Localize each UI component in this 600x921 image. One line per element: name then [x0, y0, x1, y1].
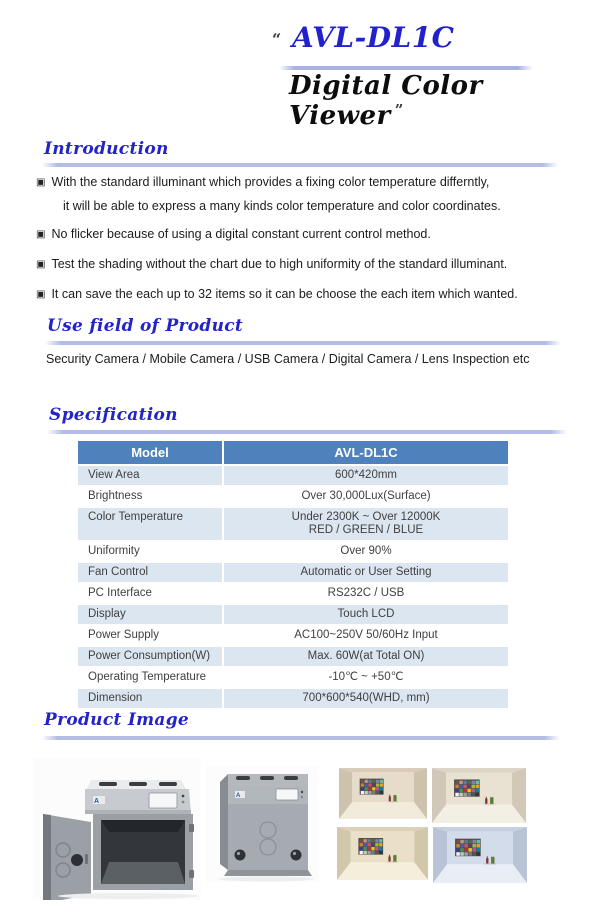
section-title-specification: Specification	[49, 405, 178, 425]
row-label: Fan Control	[78, 563, 224, 582]
svg-text:A: A	[94, 798, 100, 805]
page-title-model: AVL-DL1C	[292, 21, 455, 54]
list-item	[36, 253, 586, 277]
section-divider	[42, 736, 560, 740]
table-header-model: Model	[78, 441, 224, 464]
bullet-text: It can save the each up to 32 items so it can be choose the each item which wanted.	[51, 287, 518, 301]
table-row	[78, 563, 508, 584]
square-bullet-icon: ▣	[36, 259, 46, 270]
section-divider	[42, 163, 558, 167]
introduction-bullet-list	[36, 171, 586, 313]
row-label: Dimension	[78, 689, 224, 708]
row-value-line1: Under 2300K ~ Over 12000K	[291, 511, 441, 523]
row-value: Max. 60W(at Total ON)	[307, 650, 425, 662]
table-row	[78, 668, 508, 689]
product-photo-cabinet-front-closed	[206, 766, 318, 882]
bullet-text: With the standard illuminant which provides a fixing color temperature differntly,	[51, 175, 490, 189]
title-open-quote: “	[272, 30, 282, 49]
section-title-introduction: Introduction	[44, 139, 169, 159]
product-photo-booth-neutral-light	[432, 768, 526, 823]
list-item	[36, 223, 586, 247]
row-value	[224, 508, 508, 540]
title-close-quote: ”	[394, 101, 404, 119]
row-label: Uniformity	[78, 542, 224, 561]
bullet-text: Test the shading without the chart due to high uniformity of the standard illuminant.	[51, 257, 508, 271]
product-photo-cabinet-door-open	[33, 758, 201, 900]
row-label: PC Interface	[78, 584, 224, 603]
row-value: Touch LCD	[337, 608, 395, 620]
page-title-product	[289, 71, 600, 131]
row-label: Display	[78, 605, 224, 624]
table-header-value: AVL-DL1C	[334, 445, 398, 460]
table-header-row	[78, 441, 508, 466]
section-divider	[45, 341, 561, 345]
bullet-text-continued: it will be able to express a many kinds color temperature and color coordinates.	[63, 199, 501, 213]
row-value: 600*420mm	[334, 469, 397, 481]
product-photo-booth-warm-light	[339, 768, 427, 819]
table-row	[78, 605, 508, 626]
row-label: View Area	[78, 466, 224, 485]
row-value: Over 30,000Lux(Surface)	[301, 490, 431, 502]
table-row	[78, 689, 508, 710]
svg-text:A: A	[236, 793, 241, 799]
bullet-text: No flicker because of using a digital constant current control method.	[51, 227, 431, 241]
table-row	[78, 647, 508, 668]
list-item	[36, 171, 586, 217]
row-label: Power Consumption(W)	[78, 647, 224, 666]
row-label: Color Temperature	[78, 508, 224, 540]
square-bullet-icon: ▣	[36, 289, 46, 300]
table-row	[78, 508, 508, 542]
square-bullet-icon: ▣	[36, 177, 46, 188]
title-underline	[279, 66, 533, 70]
row-value: -10℃ ~ +50℃	[328, 671, 404, 683]
row-value: 700*600*540(WHD, mm)	[302, 692, 430, 704]
row-label: Brightness	[78, 487, 224, 506]
table-row	[78, 584, 508, 605]
page-title-product-text: Digital Color Viewer	[289, 71, 483, 131]
section-title-product-image: Product Image	[44, 710, 190, 730]
section-title-use-field: Use field of Product	[47, 316, 244, 336]
specification-table	[78, 441, 508, 710]
section-divider	[47, 430, 567, 434]
row-value-line2: RED / GREEN / BLUE	[308, 524, 424, 536]
row-value: AC100~250V 50/60Hz Input	[294, 629, 438, 641]
row-label: Operating Temperature	[78, 668, 224, 687]
use-field-text: Security Camera / Mobile Camera / USB Camera / Digital Camera / Lens Inspection etc	[46, 352, 530, 366]
row-value: Over 90%	[340, 545, 392, 557]
square-bullet-icon: ▣	[36, 229, 46, 240]
list-item	[36, 283, 586, 307]
product-photo-booth-cool-light	[433, 827, 527, 883]
row-value: RS232C / USB	[327, 587, 405, 599]
row-label: Power Supply	[78, 626, 224, 645]
table-row	[78, 626, 508, 647]
table-row	[78, 466, 508, 487]
product-photo-booth-yellow-light	[337, 827, 428, 880]
table-row	[78, 542, 508, 563]
table-row	[78, 487, 508, 508]
row-value: Automatic or User Setting	[300, 566, 432, 578]
